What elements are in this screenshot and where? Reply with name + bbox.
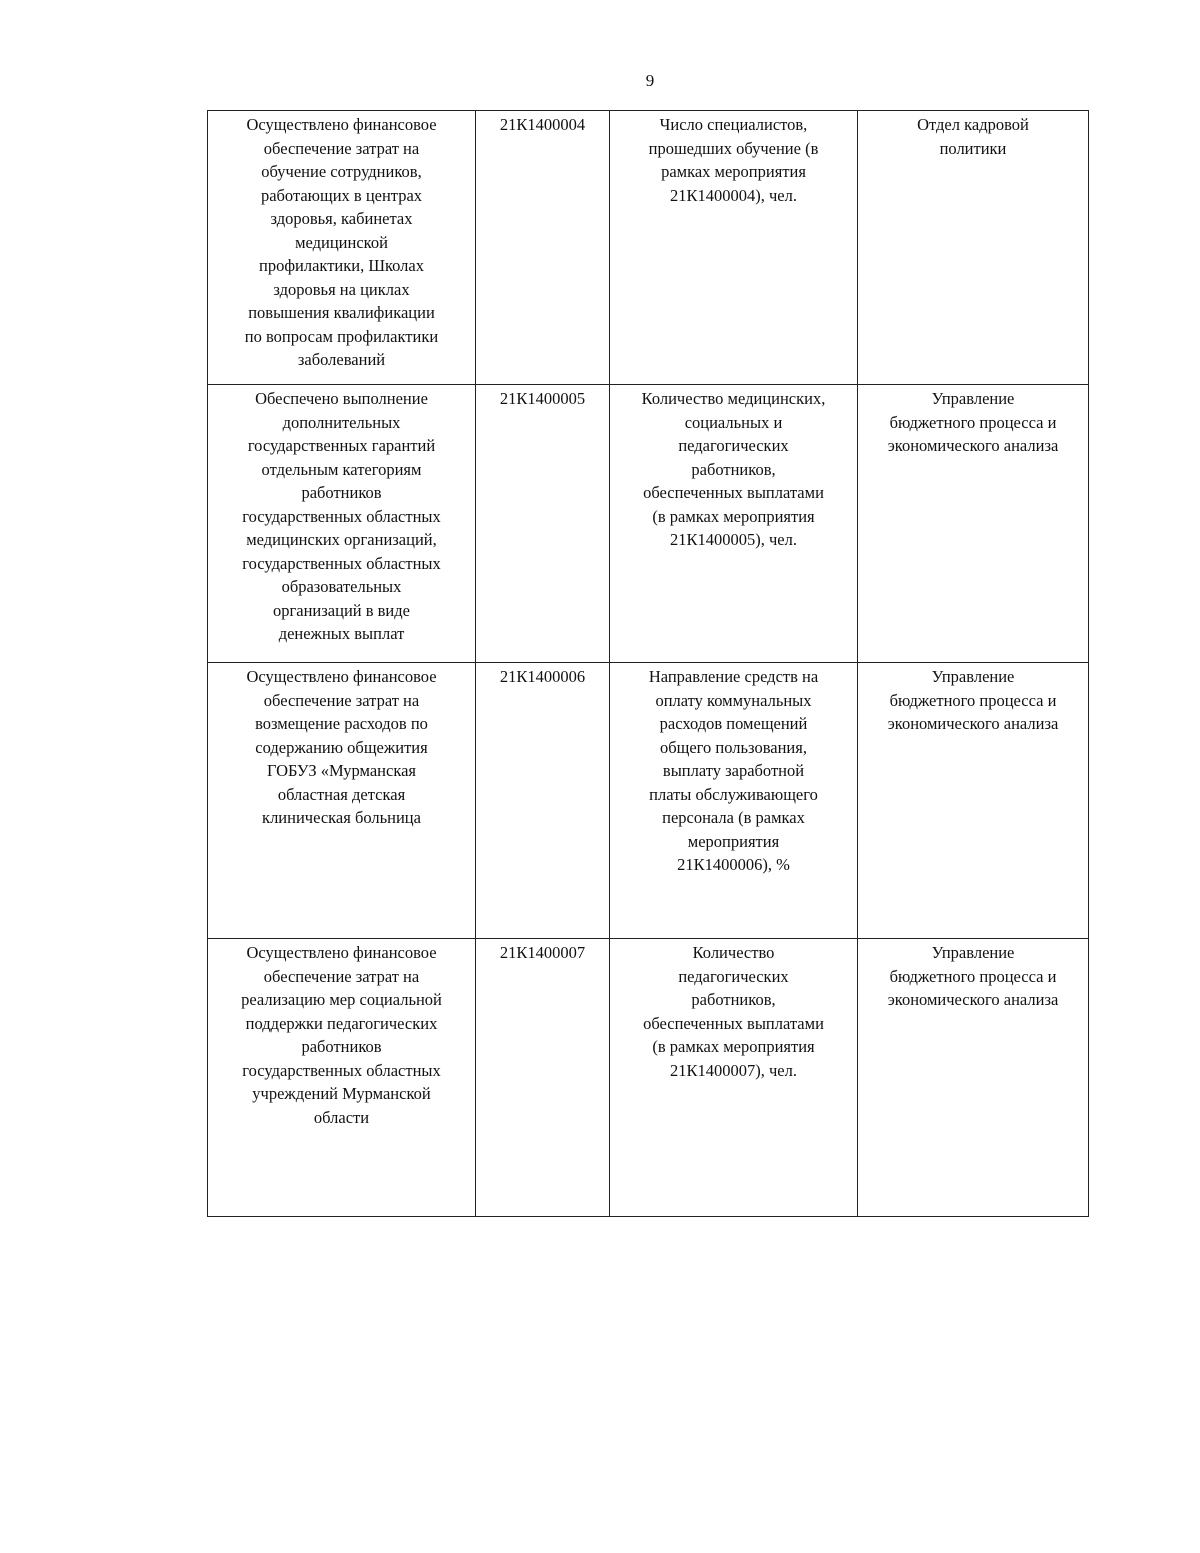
indicator-cell xyxy=(610,385,858,663)
code-text: 21К1400006 xyxy=(499,667,586,686)
table-row xyxy=(208,939,1089,1217)
responsible-cell xyxy=(858,111,1089,385)
responsible-text: Управление бюджетного процесса и экономического анализа xyxy=(887,667,1059,733)
result-text: Обеспечено выполнение дополнительных государственных гарантий отдельным категориям работников государственных областных медицинских организаций, государственных областных образовательных организаций в виде денежных выплат xyxy=(242,389,441,643)
responsible-cell xyxy=(858,663,1089,939)
result-text: Осуществлено финансовое обеспечение затрат на возмещение расходов по содержанию общежития ГОБУЗ «Мурманская областная детская клиническая больница xyxy=(246,667,437,827)
measures-table xyxy=(207,110,1089,1217)
code-text: 21К1400004 xyxy=(499,115,586,134)
responsible-text: Отдел кадровой политики xyxy=(917,115,1029,158)
result-cell xyxy=(208,111,476,385)
table-row xyxy=(208,663,1089,939)
result-cell xyxy=(208,385,476,663)
result-cell xyxy=(208,939,476,1217)
indicator-cell xyxy=(610,939,858,1217)
result-text: Осуществлено финансовое обеспечение затрат на реализацию мер социальной поддержки педагогических работников государственных областных учреждений Мурманской области xyxy=(241,943,442,1127)
indicator-cell xyxy=(610,111,858,385)
code-cell xyxy=(476,663,610,939)
indicator-text: Направление средств на оплату коммунальных расходов помещений общего пользования, выплату заработной платы обслуживающего персонала (в рамках мероприятия 21К1400006), % xyxy=(648,667,819,874)
code-cell xyxy=(476,385,610,663)
responsible-text: Управление бюджетного процесса и экономического анализа xyxy=(887,389,1059,455)
table-row xyxy=(208,385,1089,663)
table-row xyxy=(208,111,1089,385)
code-cell xyxy=(476,111,610,385)
code-text: 21К1400007 xyxy=(499,943,586,962)
responsible-cell xyxy=(858,939,1089,1217)
result-text: Осуществлено финансовое обеспечение затрат на обучение сотрудников, работающих в центрах здоровья, кабинетах медицинской профилактики, Школах здоровья на циклах повышения квалификации по вопросам профилактики заболеваний xyxy=(244,115,439,369)
indicator-text: Количество педагогических работников, обеспеченных выплатами (в рамках мероприятия 21К1400007), чел. xyxy=(643,943,824,1080)
result-cell xyxy=(208,663,476,939)
responsible-cell xyxy=(858,385,1089,663)
code-cell xyxy=(476,939,610,1217)
indicator-text: Количество медицинских, социальных и педагогических работников, обеспеченных выплатами (в рамках мероприятия 21К1400005), чел. xyxy=(641,389,826,549)
indicator-cell xyxy=(610,663,858,939)
page-number: 9 xyxy=(645,71,655,90)
indicator-text: Число специалистов, прошедших обучение (в рамках мероприятия 21К1400004), чел. xyxy=(648,115,819,205)
code-text: 21К1400005 xyxy=(499,389,586,408)
responsible-text: Управление бюджетного процесса и экономического анализа xyxy=(887,943,1059,1009)
